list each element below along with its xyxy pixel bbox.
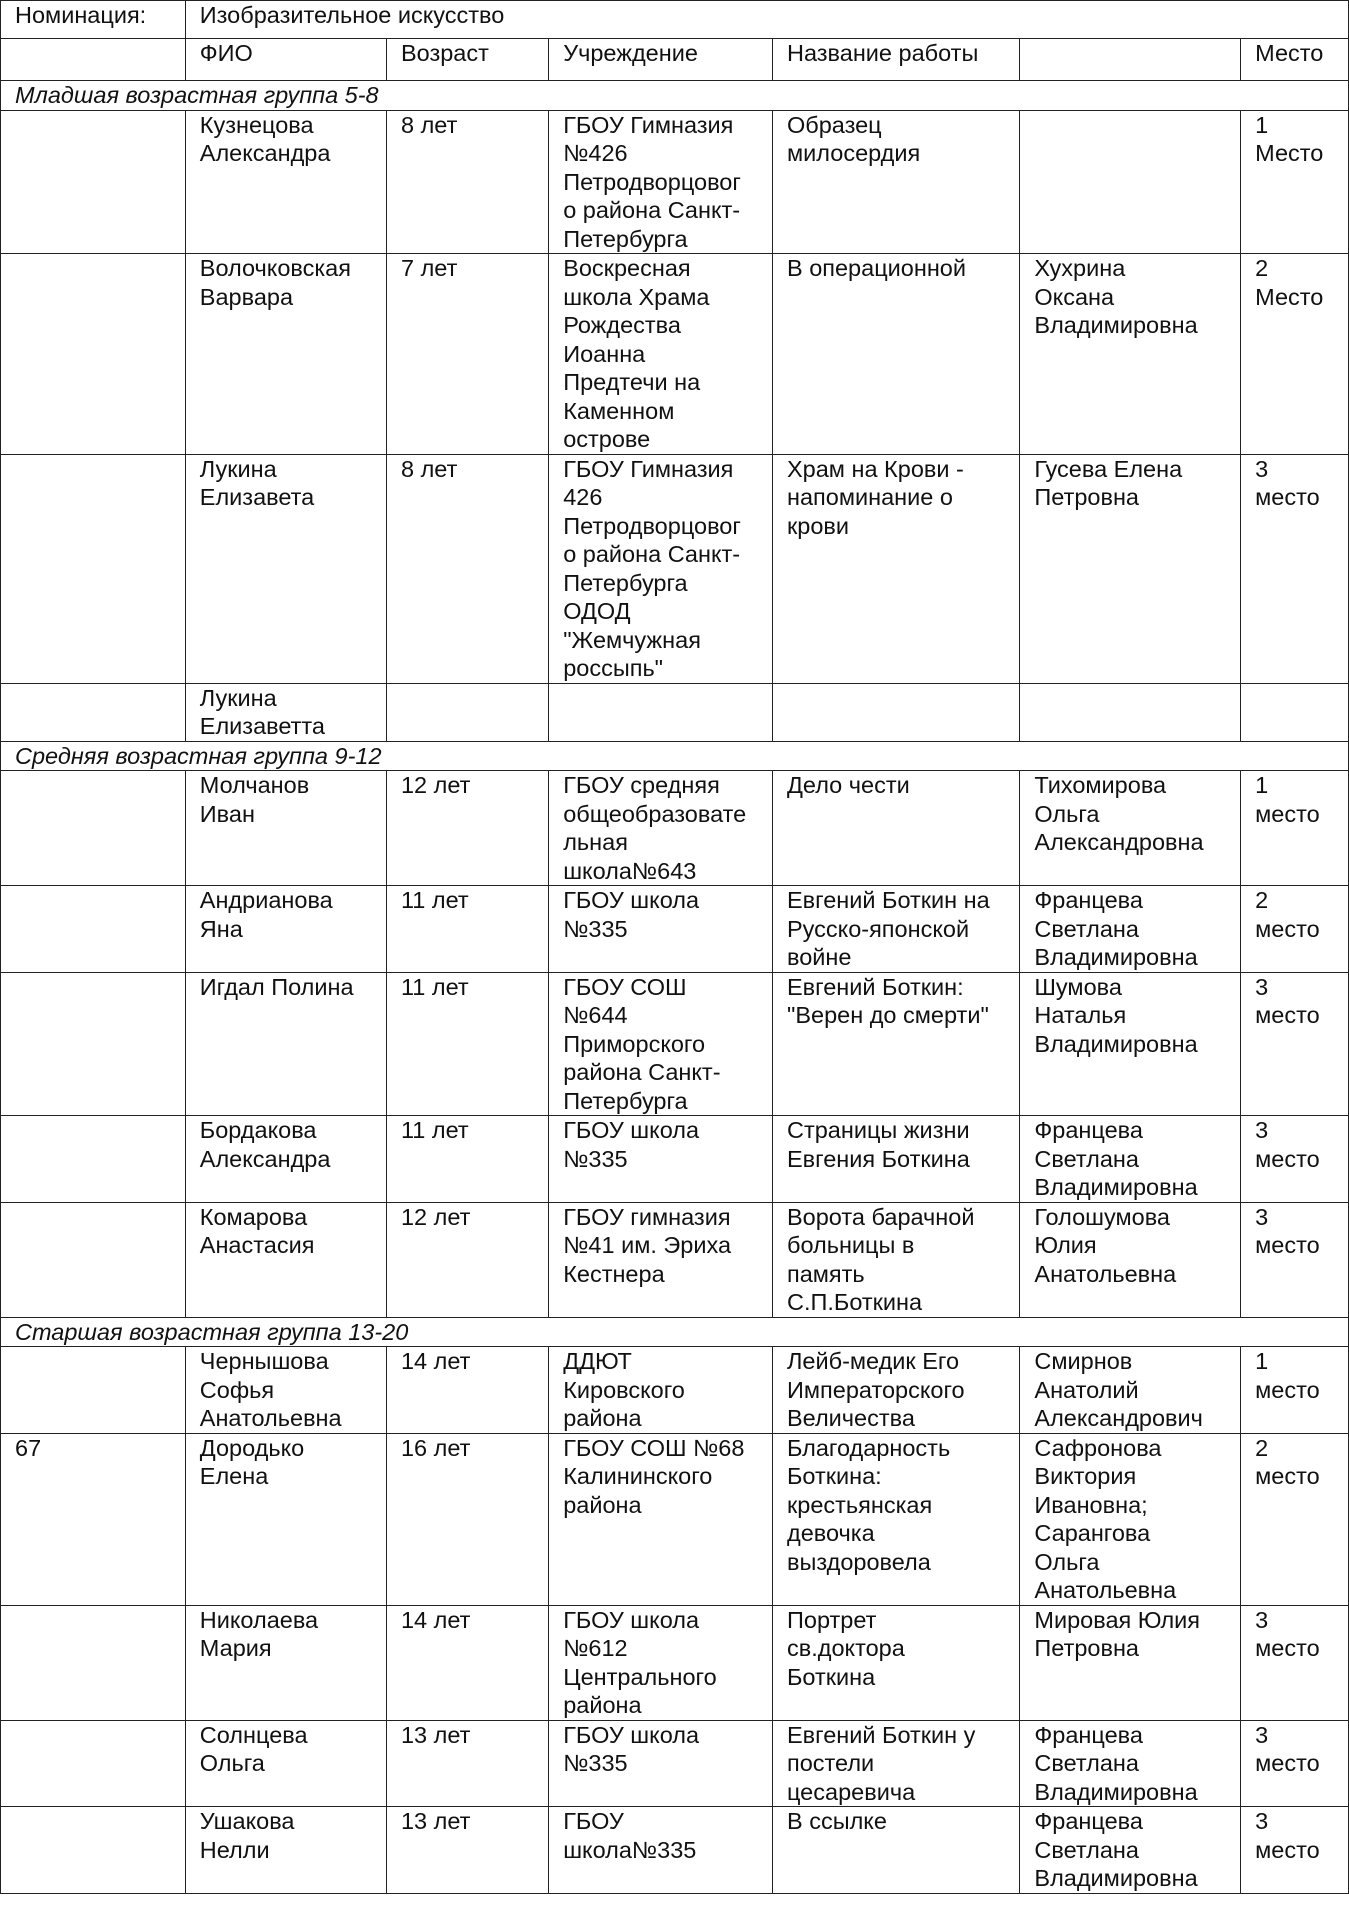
teacher-name: Гусева Елена Петровна: [1020, 454, 1241, 683]
table-row: [1, 1347, 1349, 1434]
place: 3 место: [1241, 1202, 1349, 1317]
participant-name: Ушакова Нелли: [185, 1807, 386, 1894]
participant-name: Лукина Елизавета: [185, 454, 386, 683]
group-header-row: [1, 741, 1349, 771]
nomination-value: Изобразительное искусство: [185, 1, 1348, 39]
institution: ГБОУ средняя общеобразовате льная школа№643: [549, 771, 773, 886]
teacher-name: Францева Светлана Владимировна: [1020, 1720, 1241, 1807]
row-num: [1, 1720, 186, 1807]
teacher-name: [1020, 683, 1241, 741]
teacher-name: Францева Светлана Владимировна: [1020, 1807, 1241, 1894]
row-num: [1, 454, 186, 683]
row-num: [1, 1807, 186, 1894]
work-title: Лейб-медик Его Императорского Величества: [772, 1347, 1019, 1434]
row-num: [1, 886, 186, 973]
header-institution: Учреждение: [549, 39, 773, 81]
participant-name: Комарова Анастасия: [185, 1202, 386, 1317]
group-title: Средняя возрастная группа 9-12: [1, 741, 1349, 771]
teacher-name: Голошумова Юлия Анатольевна: [1020, 1202, 1241, 1317]
teacher-name: Шумова Наталья Владимировна: [1020, 972, 1241, 1116]
header-work-title: Название работы: [772, 39, 1019, 81]
participant-name: Солнцева Ольга: [185, 1720, 386, 1807]
participant-age: 12 лет: [386, 771, 548, 886]
place: 1 место: [1241, 1347, 1349, 1434]
table-row: [1, 1433, 1349, 1605]
institution: ГБОУ школа №335: [549, 1116, 773, 1203]
place: 1 Место: [1241, 110, 1349, 254]
participant-name: Кузнецова Александра: [185, 110, 386, 254]
participant-age: 11 лет: [386, 886, 548, 973]
participant-age: 14 лет: [386, 1347, 548, 1434]
table-row: [1, 1807, 1349, 1894]
participant-age: 14 лет: [386, 1605, 548, 1720]
nomination-label: Номинация:: [1, 1, 186, 39]
group-title: Старшая возрастная группа 13-20: [1, 1317, 1349, 1347]
row-num: [1, 1116, 186, 1203]
row-num: [1, 1202, 186, 1317]
table-row: [1, 254, 1349, 455]
place: 2 место: [1241, 886, 1349, 973]
institution: [549, 683, 773, 741]
participant-name: Дородько Елена: [185, 1433, 386, 1605]
header-place: Место: [1241, 39, 1349, 81]
table-row: [1, 683, 1349, 741]
group-header-row: [1, 81, 1349, 111]
teacher-name: Францева Светлана Владимировна: [1020, 886, 1241, 973]
institution: ГБОУ школа№335: [549, 1807, 773, 1894]
work-title: Евгений Боткин у постели цесаревича: [772, 1720, 1019, 1807]
institution: ГБОУ Гимназия №426 Петродворцовог о района Санкт- Петербурга: [549, 110, 773, 254]
participant-age: 11 лет: [386, 1116, 548, 1203]
table-row: [1, 886, 1349, 973]
participant-name: Николаева Мария: [185, 1605, 386, 1720]
row-num: [1, 683, 186, 741]
place: 3 место: [1241, 1605, 1349, 1720]
institution: ГБОУ СОШ №68 Калининского района: [549, 1433, 773, 1605]
participant-age: 13 лет: [386, 1807, 548, 1894]
work-title: В ссылке: [772, 1807, 1019, 1894]
participant-age: 8 лет: [386, 454, 548, 683]
header-num: [1, 39, 186, 81]
work-title: [772, 683, 1019, 741]
table-row: [1, 972, 1349, 1116]
header-row: [1, 39, 1349, 81]
row-num: [1, 254, 186, 455]
work-title: Благодарность Боткина: крестьянская девочка выздоровела: [772, 1433, 1019, 1605]
work-title: Ворота барачной больницы в память С.П.Боткина: [772, 1202, 1019, 1317]
nomination-row: [1, 1, 1349, 39]
table-row: [1, 771, 1349, 886]
participant-age: 16 лет: [386, 1433, 548, 1605]
teacher-name: Францева Светлана Владимировна: [1020, 1116, 1241, 1203]
table-row: [1, 1202, 1349, 1317]
place: 2 Место: [1241, 254, 1349, 455]
group-title: Младшая возрастная группа 5-8: [1, 81, 1349, 111]
work-title: Евгений Боткин: "Верен до смерти": [772, 972, 1019, 1116]
table-row: [1, 1116, 1349, 1203]
participant-name: Волочковская Варвара: [185, 254, 386, 455]
place: [1241, 683, 1349, 741]
row-num: [1, 972, 186, 1116]
place: 3 место: [1241, 454, 1349, 683]
table-row: [1, 110, 1349, 254]
institution: ГБОУ школа №335: [549, 886, 773, 973]
place: 3 место: [1241, 1116, 1349, 1203]
participant-age: 11 лет: [386, 972, 548, 1116]
participant-age: [386, 683, 548, 741]
participant-name: Андрианова Яна: [185, 886, 386, 973]
row-num: 67: [1, 1433, 186, 1605]
institution: ГБОУ гимназия №41 им. Эриха Кестнера: [549, 1202, 773, 1317]
header-teacher: [1020, 39, 1241, 81]
table-row: [1, 1605, 1349, 1720]
teacher-name: [1020, 110, 1241, 254]
participant-name: Чернышова Софья Анатольевна: [185, 1347, 386, 1434]
work-title: Образец милосердия: [772, 110, 1019, 254]
participant-age: 13 лет: [386, 1720, 548, 1807]
row-num: [1, 771, 186, 886]
place: 3 место: [1241, 1720, 1349, 1807]
participant-name: Бордакова Александра: [185, 1116, 386, 1203]
teacher-name: Смирнов Анатолий Александрович: [1020, 1347, 1241, 1434]
participant-name: Лукина Елизаветта: [185, 683, 386, 741]
place: 3 место: [1241, 1807, 1349, 1894]
teacher-name: Сафронова Виктория Ивановна; Сарангова Ольга Анатольевна: [1020, 1433, 1241, 1605]
teacher-name: Хухрина Оксана Владимировна: [1020, 254, 1241, 455]
institution: ДДЮТ Кировского района: [549, 1347, 773, 1434]
teacher-name: Мировая Юлия Петровна: [1020, 1605, 1241, 1720]
institution: ГБОУ Гимназия 426 Петродворцовог о района Санкт- Петербурга ОДОД "Жемчужная россыпь": [549, 454, 773, 683]
institution: Воскресная школа Храма Рождества Иоанна Предтечи на Каменном острове: [549, 254, 773, 455]
institution: ГБОУ СОШ №644 Приморского района Санкт- Петербурга: [549, 972, 773, 1116]
participant-age: 8 лет: [386, 110, 548, 254]
work-title: В операционной: [772, 254, 1019, 455]
table-row: [1, 454, 1349, 683]
header-age: Возраст: [386, 39, 548, 81]
institution: ГБОУ школа №335: [549, 1720, 773, 1807]
participant-age: 12 лет: [386, 1202, 548, 1317]
institution: ГБОУ школа №612 Центрального района: [549, 1605, 773, 1720]
participant-name: Молчанов Иван: [185, 771, 386, 886]
table-row: [1, 1720, 1349, 1807]
work-title: Дело чести: [772, 771, 1019, 886]
participant-age: 7 лет: [386, 254, 548, 455]
place: 3 место: [1241, 972, 1349, 1116]
group-header-row: [1, 1317, 1349, 1347]
work-title: Страницы жизни Евгения Боткина: [772, 1116, 1019, 1203]
header-fio: ФИО: [185, 39, 386, 81]
row-num: [1, 110, 186, 254]
row-num: [1, 1605, 186, 1720]
place: 1 место: [1241, 771, 1349, 886]
place: 2 место: [1241, 1433, 1349, 1605]
work-title: Храм на Крови - напоминание о крови: [772, 454, 1019, 683]
row-num: [1, 1347, 186, 1434]
work-title: Портрет св.доктора Боткина: [772, 1605, 1019, 1720]
teacher-name: Тихомирова Ольга Александровна: [1020, 771, 1241, 886]
participant-name: Игдал Полина: [185, 972, 386, 1116]
work-title: Евгений Боткин на Русско-японской войне: [772, 886, 1019, 973]
